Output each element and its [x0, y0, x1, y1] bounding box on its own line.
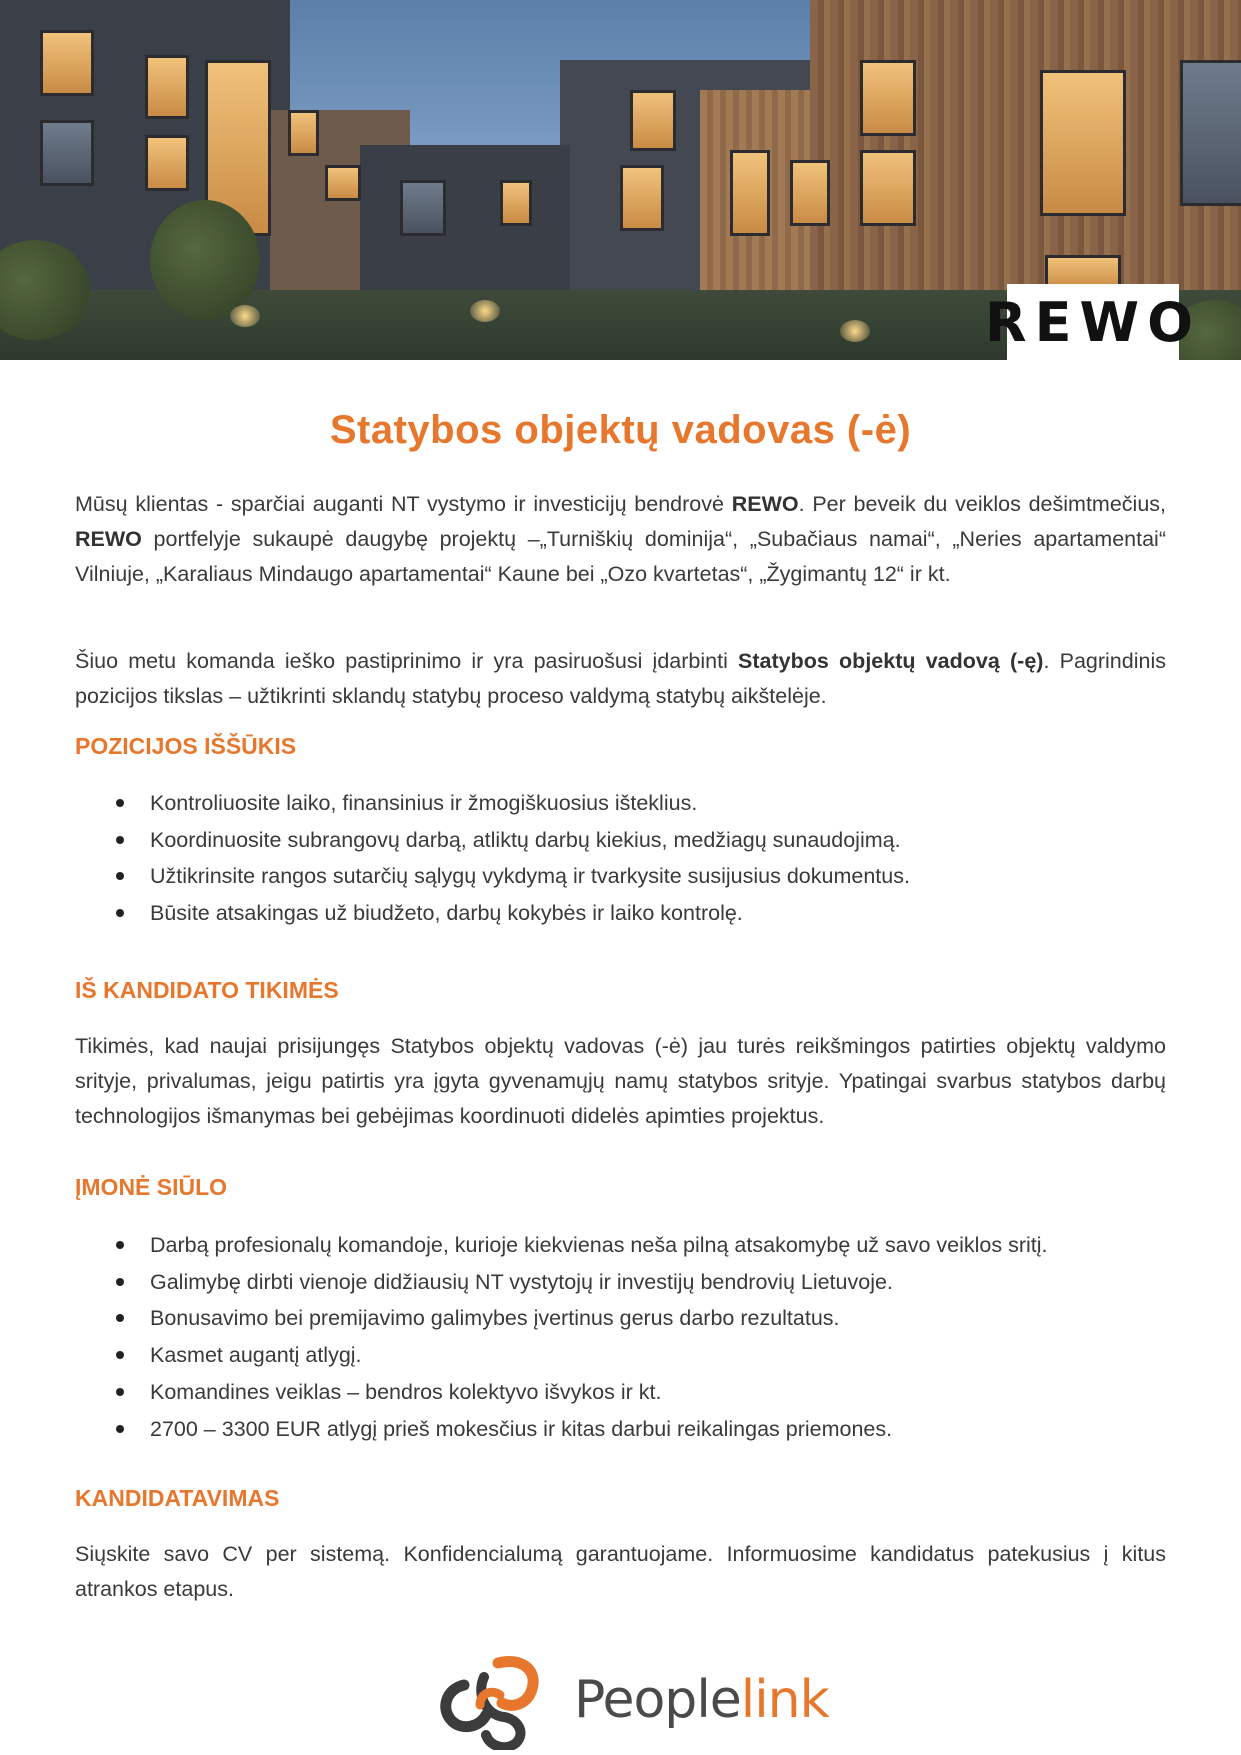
peoplelink-emblem-icon	[440, 1655, 550, 1750]
intro-paragraph-2: Šiuo metu komanda ieško pastiprinimo ir yra pasiruošusi įdarbinti Statybos objektų vadovą (-ę). Pagrindinis pozicijos tikslas – užtikrinti sklandų statybų proceso valdymą statybų aikštelėje.	[75, 649, 1166, 708]
hero-image	[0, 0, 1241, 360]
section-heading-offer: ĮMONĖ SIŪLO	[75, 1174, 228, 1200]
list-item: Kontroliuosite laiko, finansinius ir žmogiškuosius išteklius.	[110, 785, 1170, 822]
expect-paragraph: Tikimės, kad naujai prisijungęs Statybos objektų vadovas (-ė) jau turės reikšmingos patirties objektų valdymo srityje, privalumas, jeigu patirtis yra įgyta gyvenamųjų namų statybos srityje. Ypatingai svarbus statybos darbų technologijos išmanymas bei gebėjimas koordinuoti didelės apimties projektus.	[75, 1034, 1166, 1128]
rewo-logo-text: REWO	[985, 290, 1201, 354]
rewo-logo	[985, 284, 1201, 360]
list-item: Būsite atsakingas už biudžeto, darbų kokybės ir laiko kontrolę.	[110, 895, 1170, 932]
list-item: Darbą profesionalų komandoje, kurioje kiekvienas neša pilną atsakomybę už savo veiklos sritį.	[110, 1227, 1170, 1264]
peoplelink-logo-text: Peoplelink	[574, 1670, 829, 1730]
intro-paragraph-1: Mūsų klientas - sparčiai auganti NT vystymo ir investicijų bendrovė REWO. Per beveik du veiklos dešimtmečius, REWO portfelyje sukaupė daugybę projektų –„Turniškių dominija“, „Subačiaus namai“, „Neries apartamentai“ Vilniuje, „Karaliaus Mindaugo apartamentai“ Kaune bei „Ozo kvartetas“, „Žygimantų 12“ ir kt.	[75, 492, 1166, 586]
list-item: Bonusavimo bei premijavimo galimybes įvertinus gerus darbo rezultatus.	[110, 1300, 1170, 1337]
list-item: Koordinuosite subrangovų darbą, atliktų darbų kiekius, medžiagų sunaudojimą.	[110, 822, 1170, 859]
section-heading-expect: IŠ KANDIDATO TIKIMĖS	[75, 977, 339, 1003]
position-name: Statybos objektų vadovą (-ę)	[738, 649, 1044, 673]
section-heading-challenge: POZICIJOS IŠŠŪKIS	[75, 733, 297, 759]
company-name: REWO	[75, 527, 142, 551]
page-title: Statybos objektų vadovas (-ė)	[329, 408, 912, 452]
list-item: Kasmet augantį atlygį.	[110, 1337, 1170, 1374]
list-item: Užtikrinsite rangos sutarčių sąlygų vykdymą ir tvarkysite susijusius dokumentus.	[110, 858, 1170, 895]
list-item: Komandines veiklas – bendros kolektyvo išvykos ir kt.	[110, 1374, 1170, 1411]
company-name: REWO	[731, 492, 799, 516]
offer-list	[110, 1227, 1170, 1447]
list-item: 2700 – 3300 EUR atlygį prieš mokesčius ir kitas darbui reikalingas priemones.	[110, 1411, 1170, 1448]
list-item: Galimybę dirbti vienoje didžiausių NT vystytojų ir investijų bendrovių Lietuvoje.	[110, 1264, 1170, 1301]
challenge-list	[110, 785, 1170, 932]
section-heading-apply: KANDIDATAVIMAS	[75, 1485, 280, 1511]
apply-paragraph: Siųskite savo CV per sistemą. Konfidencialumą garantuojame. Informuosime kandidatus patekusius į kitus atrankos etapus.	[75, 1542, 1166, 1601]
